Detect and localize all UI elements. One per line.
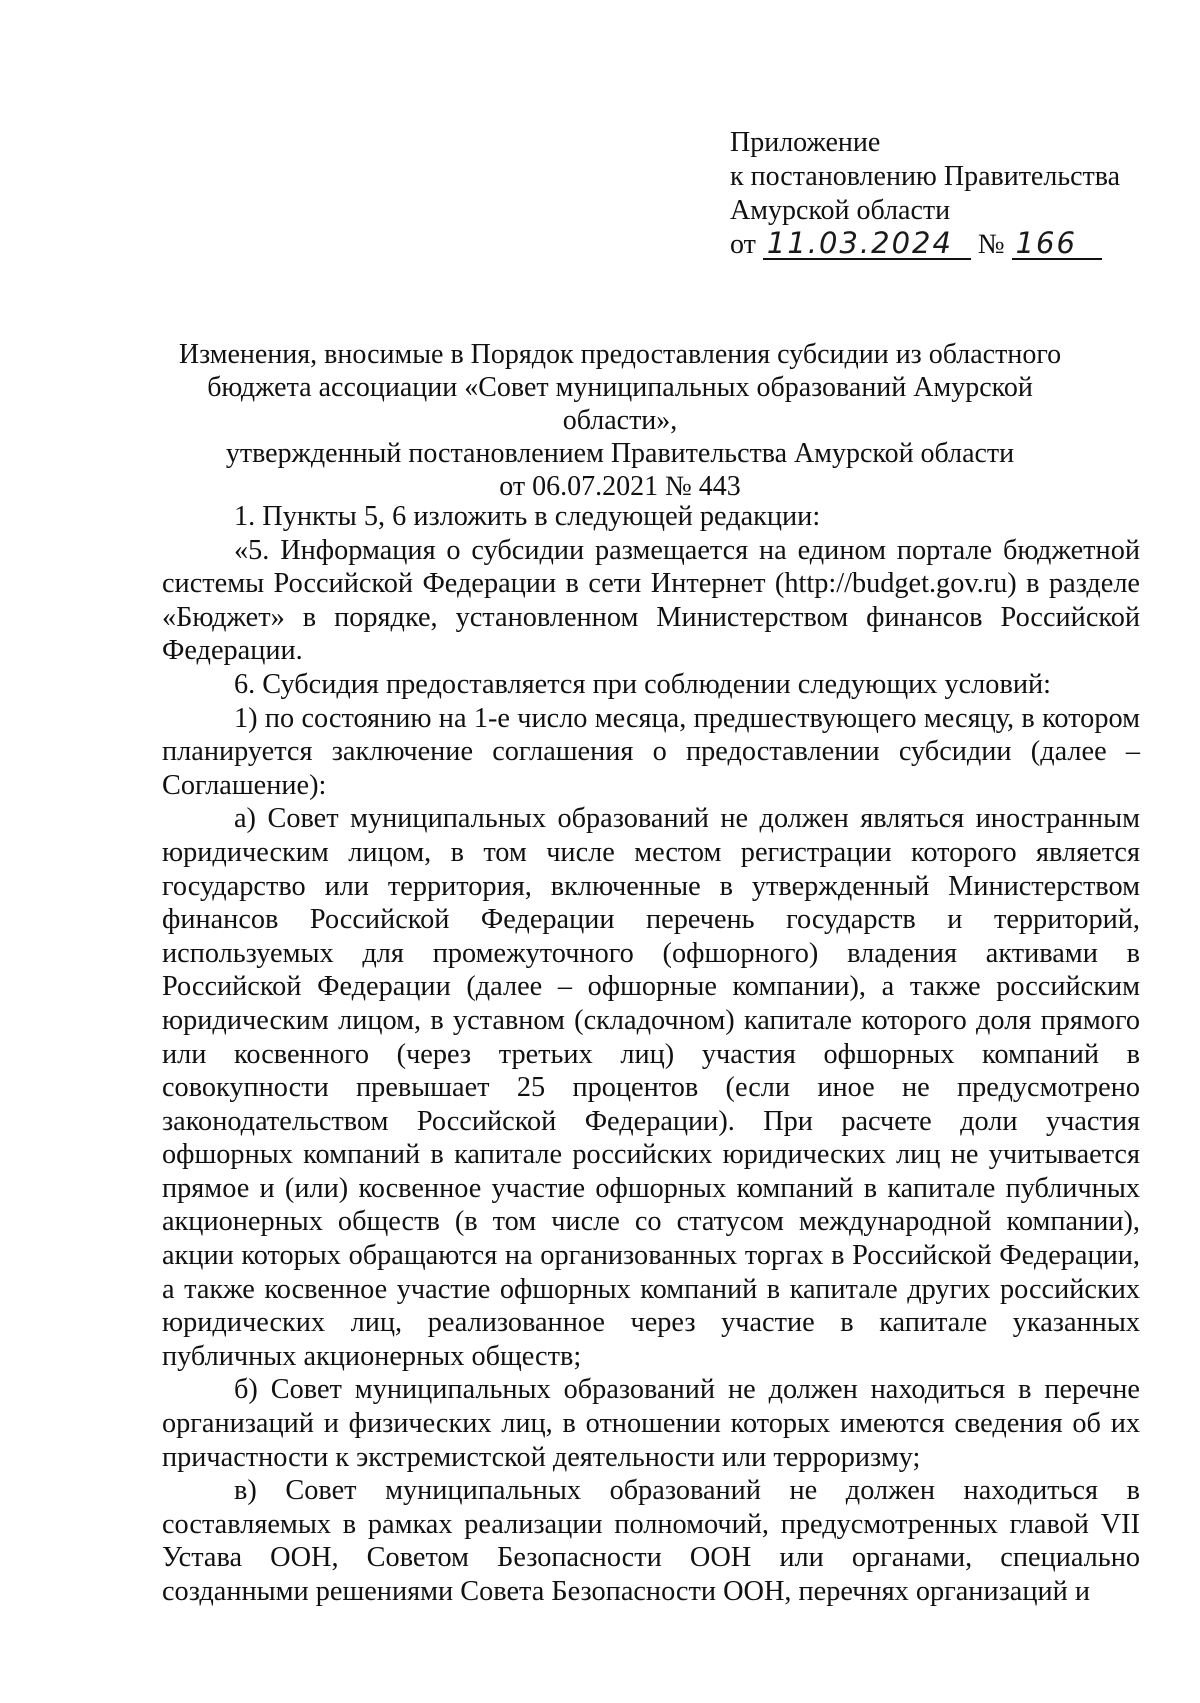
appendix-line-resolution: к постановлению Правительства — [730, 161, 1121, 192]
handwritten-date: 11.03.2024 — [763, 228, 971, 260]
paragraph-subpoint-v: в) Совет муниципальных образований не должен находиться в составляемых в рамках реализации полномочий, предусмотренных главой VII Устава ООН, Советом Безопасности ООН или органами, специально созданными решениями Совета Безопасности ООН, перечнях организаций и — [162, 1475, 1140, 1607]
appendix-title: Приложение — [730, 127, 881, 158]
from-label: от — [730, 229, 756, 260]
document-body — [162, 500, 1140, 1609]
title-line-1: Изменения, вносимые в Порядок предоставления субсидии из областного — [178, 339, 1062, 370]
title-line-2: бюджета ассоциации «Совет муниципальных образований Амурской области», — [207, 372, 1033, 436]
number-label: № — [977, 229, 1005, 260]
paragraph-subpoint-a: а) Совет муниципальных образований не должен являться иностранным юридическим лицом, в том числе местом регистрации которого является государство или территория, включенные в утвержденный Министерством финансов Российской Федерации перечень государств и территорий, используемых для промежуточного (офшорного) владения активами в Российской Федерации (далее – офшорные компании), а также российским юридическим лицом, в уставном (складочном) капитале которого доля прямого или косвенного (через третьих лиц) участия офшорных компаний в совокупности превышает 25 процентов (если иное не предусмотрено законодательством Российской Федерации). При расчете доли участия офшорных компаний в капитале российских юридических лиц не учитывается прямое и (или) косвенное участие офшорных компаний в капитале публичных акционерных обществ (в том числе со статусом международной компании), акции которых обращаются на организованных торгах в Российской Федерации, а также косвенное участие офшорных компаний в капитале других российских юридических лиц, реализованное через участие в капитале указанных публичных акционерных обществ; — [162, 803, 1140, 1372]
appendix-date-number-line — [730, 228, 1120, 262]
paragraph-point-6: 6. Субсидия предоставляется при соблюдении следующих условий: — [234, 668, 1051, 700]
paragraph-subpoint-b: б) Совет муниципальных образований не должен находиться в перечне организаций и физических лиц, в отношении которых имеются сведения об их причастности к экстремистской деятельности или терроризму; — [162, 1374, 1140, 1473]
paragraph-item-1: 1. Пункты 5, 6 изложить в следующей редакции: — [234, 501, 821, 532]
handwritten-number: 166 — [1012, 228, 1102, 260]
title-line-4: от 06.07.2021 № 443 — [499, 471, 741, 502]
appendix-line-region: Амурской области — [730, 195, 951, 226]
title-line-3: утвержденный постановлением Правительства Амурской области — [225, 438, 1015, 469]
paragraph-point-5: «5. Информация о субсидии размещается на едином портале бюджетной системы Российской Федерации в сети Интернет (http://budget.gov.ru) в разделе «Бюджет» в порядке, установленном Министерством финансов Российской Федерации. — [162, 534, 1140, 667]
appendix-header — [730, 126, 1120, 262]
paragraph-subpoint-1: 1) по состоянию на 1-е число месяца, предшествующего месяцу, в котором планируется заключение соглашения о предоставлении субсидии (далее – Соглашение): — [162, 702, 1140, 801]
document-title — [160, 338, 1080, 503]
